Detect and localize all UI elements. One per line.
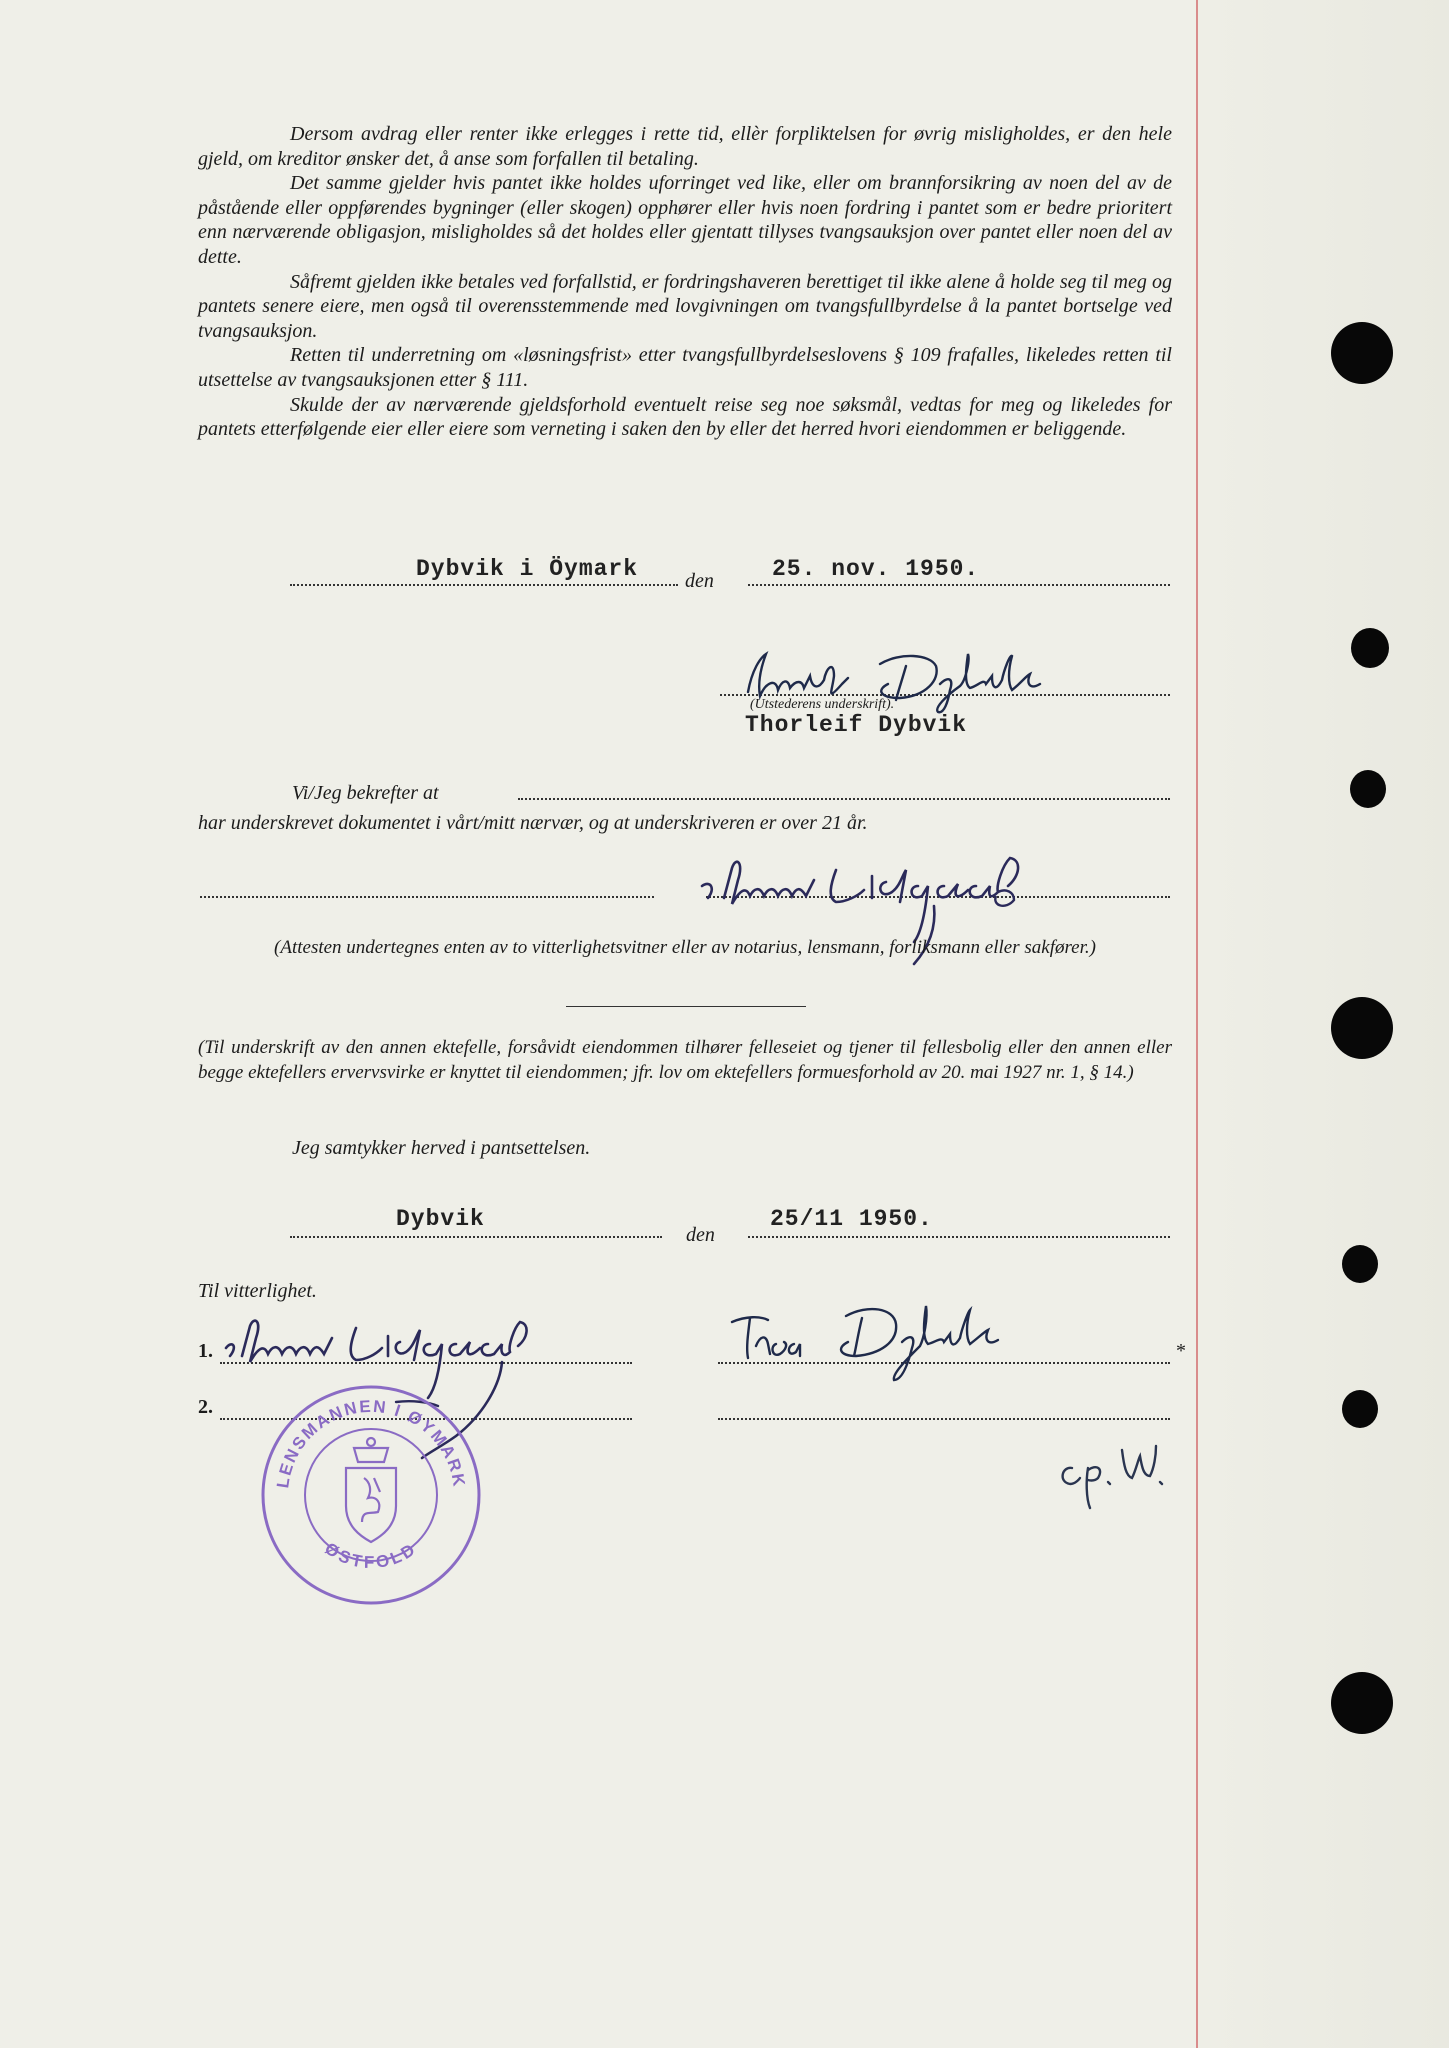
- place-typed: Dybvik i Öymark: [416, 556, 639, 582]
- witness-2-right-line: [718, 1418, 1170, 1420]
- mortgage-terms: [198, 122, 1172, 442]
- clause-paragraph: Dersom avdrag eller renter ikke erlegges i rette tid, ellèr forpliktelsen for øvrig misligholdes, er den hele gjeld, om kreditor ønsker det, å anse som forfallen til betaling.: [198, 123, 1172, 170]
- initials: [1048, 1438, 1178, 1518]
- place-typed-2: Dybvik: [396, 1206, 485, 1232]
- punch-hole: [1342, 1245, 1378, 1283]
- coat-of-arms-icon: [346, 1438, 396, 1542]
- confirm-name-line: [518, 798, 1170, 800]
- den-label: den: [685, 570, 714, 592]
- attestation-note: (Attesten undertegnes enten av to vitterlighetsvitner eller av notarius, lensmann, forliksmann eller sakfører.): [274, 937, 1096, 958]
- witness-number-1: 1.: [198, 1340, 213, 1362]
- date-line: [748, 584, 1170, 586]
- stamp-top-text: LENSMANNEN I ØYMARK: [273, 1396, 469, 1490]
- date-typed-2: 25/11 1950.: [770, 1206, 933, 1232]
- date-line-2: [748, 1236, 1170, 1238]
- clause-paragraph: Det samme gjelder hvis pantet ikke holdes uforringet ved like, eller om brannforsikring av noen del av de påstående eller oppførendes bygninger (eller skogen) opphører eller hvis noen fordring i pantet som er bedre prioritert enn nærværende obligasjon, misligholdes så det holdes eller gjentatt tillyses tvangsauksjon over pantet eller noen del av dette.: [198, 172, 1172, 268]
- consent-text: Jeg samtykker herved i pantsettelsen.: [292, 1137, 591, 1159]
- clause-paragraph: Skulde der av nærværende gjeldsforhold eventuelt reise seg noe søksmål, vedtas for meg og likeledes for pantets etterfølgende eier eller eiere som verneting i saken den by eller det herred hvori eiendommen er beliggende.: [198, 393, 1172, 441]
- confirm-line-2: har underskrevet dokumentet i vårt/mitt nærvær, og at underskriveren er over 21 år.: [198, 812, 868, 834]
- spouse-mark: *: [1176, 1340, 1186, 1362]
- date-typed: 25. nov. 1950.: [772, 556, 980, 582]
- punch-hole: [1331, 997, 1393, 1059]
- place-line: [290, 584, 678, 586]
- punch-hole: [1342, 1390, 1378, 1428]
- red-margin-line: [1196, 0, 1198, 2048]
- punch-hole: [1331, 322, 1393, 384]
- punch-hole: [1331, 1672, 1393, 1734]
- til-vitterlighet-label: Til vitterlighet.: [198, 1280, 317, 1302]
- spouse-signature: [726, 1290, 1056, 1410]
- confirm-line-1: Vi/Jeg bekrefter at: [292, 782, 439, 804]
- stamp-bottom-text: ØSTFOLD: [321, 1538, 421, 1572]
- witness-number-2: 2.: [198, 1396, 213, 1418]
- issuer-caption: (Utstederens underskrift).: [750, 697, 895, 712]
- clause-paragraph: Retten til underretning om «løsningsfrist» etter tvangsfullbyrdelseslovens § 109 frafalles, likeledes retten til utsettelse av tvangsauksjonen etter § 111.: [198, 344, 1172, 391]
- punch-hole: [1351, 628, 1389, 668]
- punch-hole: [1350, 770, 1386, 808]
- issuer-typed-name: Thorleif Dybvik: [745, 712, 968, 738]
- page-edge-shade: [1198, 0, 1449, 2048]
- section-divider: [566, 1006, 806, 1007]
- spouse-note: (Til underskrift av den annen ektefelle, forsåvidt eiendommen tilhører felleseiet og tjener til fellesbolig eller den annen eller begge ektefellers ervervsvirke er knyttet til eiendommen; jfr. lov om ektefellers formuesforhold av 20. mai 1927 nr. 1, § 14.): [198, 1037, 1172, 1083]
- official-stamp: [258, 1382, 484, 1608]
- den-label-2: den: [686, 1224, 715, 1246]
- clause-paragraph: Såfremt gjelden ikke betales ved forfallstid, er fordringshaveren berettiget til ikke alene å holde seg til meg og pantets senere eiere, men også til overensstemmende med lovgivningen om tvangsfullbyrdelse å la pantet bortselge ved tvangsauksjon.: [198, 270, 1172, 342]
- witness-signature-line: [200, 896, 654, 898]
- place-line-2: [290, 1236, 662, 1238]
